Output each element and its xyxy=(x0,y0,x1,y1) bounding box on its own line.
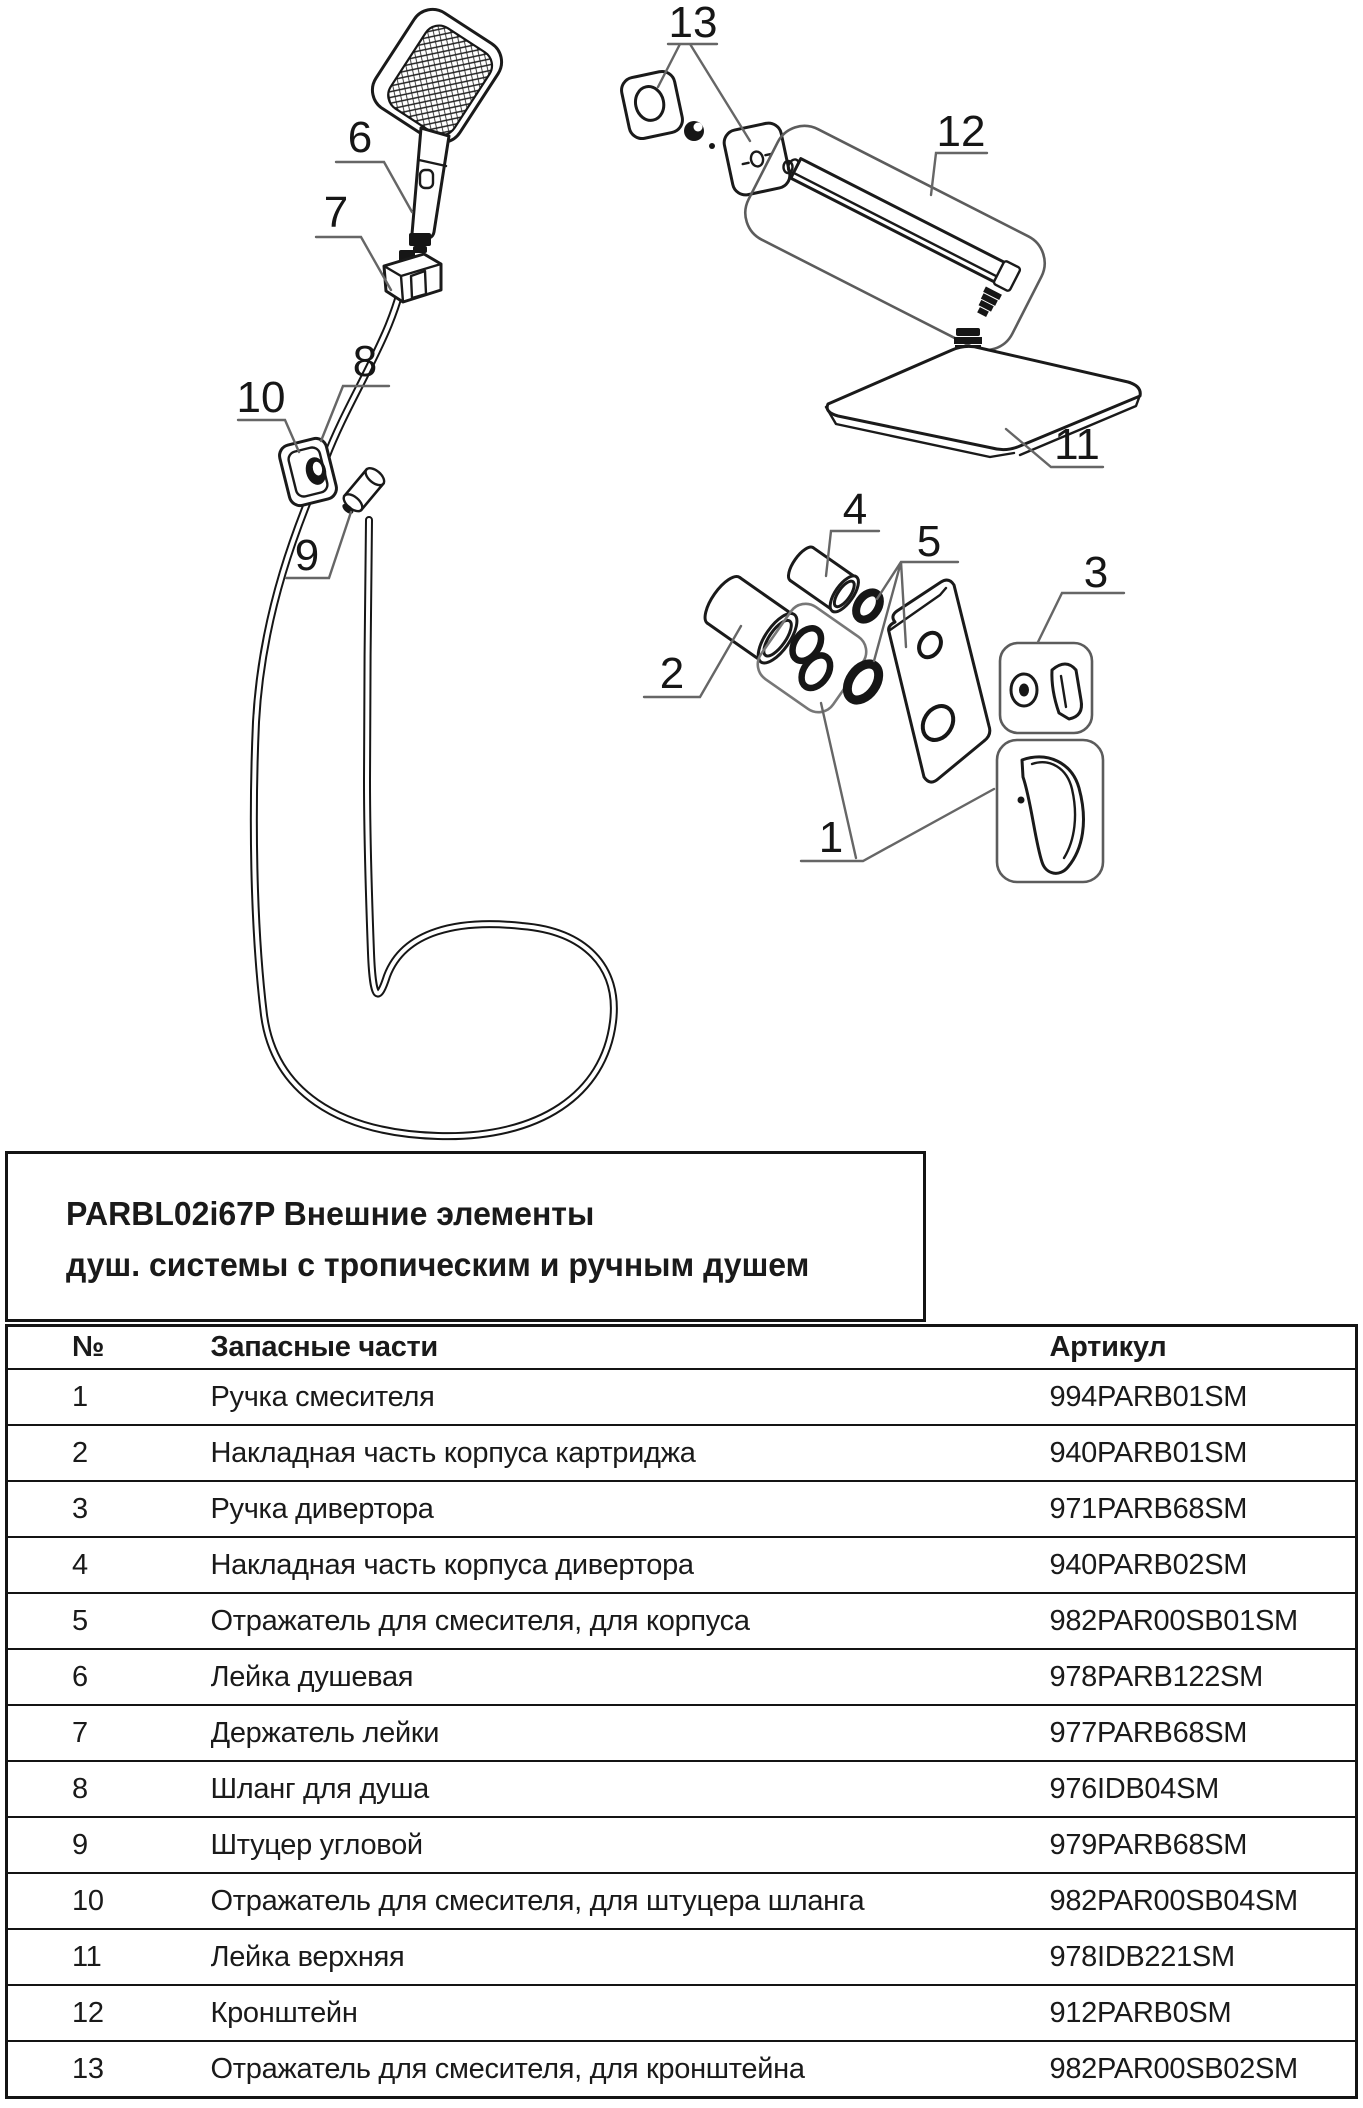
cell-part: Накладная часть корпуса картриджа xyxy=(211,1425,1050,1481)
header-num: № xyxy=(7,1326,211,1370)
header-article: Артикул xyxy=(1050,1326,1357,1370)
callout-1: 1 xyxy=(818,813,844,862)
cell-part: Лейка душевая xyxy=(211,1649,1050,1705)
mixer-exploded-group xyxy=(698,542,1103,882)
table-row xyxy=(7,1425,1357,1481)
cell-num: 7 xyxy=(7,1705,211,1761)
cell-part: Держатель лейки xyxy=(211,1705,1050,1761)
cell-num: 5 xyxy=(7,1593,211,1649)
callout-11: 11 xyxy=(1054,420,1100,469)
cell-part: Отражатель для смесителя, для штуцера шланга xyxy=(211,1873,1050,1929)
callout-12: 12 xyxy=(936,107,986,156)
cell-num: 11 xyxy=(7,1929,211,1985)
table-row xyxy=(7,1873,1357,1929)
title-box xyxy=(5,1151,926,1322)
table-row xyxy=(7,1649,1357,1705)
cell-num: 1 xyxy=(7,1369,211,1425)
table-row xyxy=(7,1985,1357,2041)
cell-article: 979PARB68SM xyxy=(1050,1817,1357,1873)
table-row xyxy=(7,1761,1357,1817)
cell-num: 9 xyxy=(7,1817,211,1873)
cell-part: Штуцер угловой xyxy=(211,1817,1050,1873)
callout-6: 6 xyxy=(347,113,373,162)
callout-3: 3 xyxy=(1083,548,1109,597)
callout-8: 8 xyxy=(352,337,378,386)
parts-table-body xyxy=(7,1369,1357,2098)
cell-part: Лейка верхняя xyxy=(211,1929,1050,1985)
callout-5: 5 xyxy=(916,517,942,566)
cell-part: Кронштейн xyxy=(211,1985,1050,2041)
shower-holder xyxy=(384,254,441,302)
table-row xyxy=(7,1593,1357,1649)
cell-article: 976IDB04SM xyxy=(1050,1761,1357,1817)
hand-shower xyxy=(364,1,510,253)
callout-10: 10 xyxy=(236,373,286,422)
cell-article: 978IDB221SM xyxy=(1050,1929,1357,1985)
cell-num: 3 xyxy=(7,1481,211,1537)
cell-num: 8 xyxy=(7,1761,211,1817)
callout-4: 4 xyxy=(842,485,868,534)
table-row xyxy=(7,1817,1357,1873)
page-title-line2: душ. системы с тропическим и ручным душем xyxy=(66,1246,810,1283)
angled-connector xyxy=(337,465,387,519)
cell-article: 978PARB122SM xyxy=(1050,1649,1357,1705)
parts-table xyxy=(5,1324,1358,2099)
table-row xyxy=(7,1929,1357,1985)
cell-part: Накладная часть корпуса дивертора xyxy=(211,1537,1050,1593)
table-header-row xyxy=(7,1326,1357,1370)
callout-13: 13 xyxy=(668,0,718,47)
bracket-escutcheon-set xyxy=(619,69,792,197)
cell-num: 13 xyxy=(7,2041,211,2098)
table-row xyxy=(7,2041,1357,2098)
callout-2: 2 xyxy=(659,649,685,698)
cell-num: 2 xyxy=(7,1425,211,1481)
cell-article: 982PAR00SB02SM xyxy=(1050,2041,1357,2098)
table-row xyxy=(7,1481,1357,1537)
page-title-line1: PARBL02i67P Внешние элементы xyxy=(66,1195,595,1232)
table-row xyxy=(7,1369,1357,1425)
cell-article: 940PARB02SM xyxy=(1050,1537,1357,1593)
callout-9: 9 xyxy=(294,531,320,580)
cell-article: 982PAR00SB04SM xyxy=(1050,1873,1357,1929)
table-row xyxy=(7,1705,1357,1761)
cell-num: 6 xyxy=(7,1649,211,1705)
cell-part: Шланг для душа xyxy=(211,1761,1050,1817)
cell-article: 940PARB01SM xyxy=(1050,1425,1357,1481)
mixer-handle-inset xyxy=(997,740,1103,882)
cell-article: 912PARB0SM xyxy=(1050,1985,1357,2041)
cell-article: 982PAR00SB01SM xyxy=(1050,1593,1357,1649)
cell-article: 977PARB68SM xyxy=(1050,1705,1357,1761)
diverter-handle-inset xyxy=(1000,643,1092,733)
header-part: Запасные части xyxy=(211,1326,1050,1370)
cell-num: 12 xyxy=(7,1985,211,2041)
cell-part: Ручка смесителя xyxy=(211,1369,1050,1425)
cell-num: 10 xyxy=(7,1873,211,1929)
callout-7: 7 xyxy=(323,188,349,237)
cell-num: 4 xyxy=(7,1537,211,1593)
cell-article: 971PARB68SM xyxy=(1050,1481,1357,1537)
cell-part: Ручка дивертора xyxy=(211,1481,1050,1537)
shower-hose xyxy=(254,250,614,1136)
cell-article: 994PARB01SM xyxy=(1050,1369,1357,1425)
cell-part: Отражатель для смесителя, для кронштейна xyxy=(211,2041,1050,2098)
cell-part: Отражатель для смесителя, для корпуса xyxy=(211,1593,1050,1649)
table-row xyxy=(7,1537,1357,1593)
